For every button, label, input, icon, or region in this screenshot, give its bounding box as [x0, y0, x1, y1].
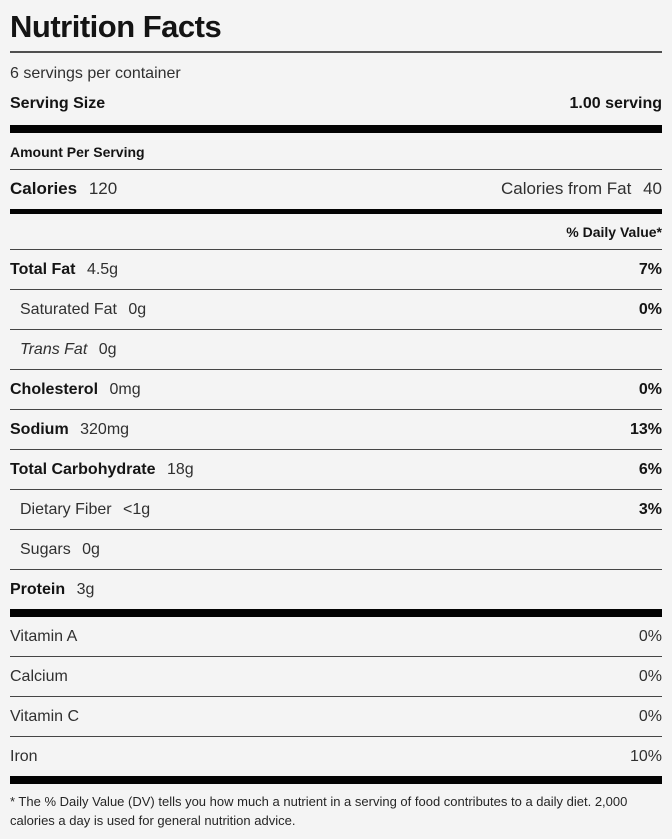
nutrient-name: Sugars: [20, 540, 71, 558]
vitamin-name: Iron: [10, 747, 38, 765]
nutrient-name: Total Fat: [10, 260, 76, 278]
nutrient-name: Sodium: [10, 420, 69, 438]
nutrient-left: [20, 341, 117, 359]
nutrient-left: [20, 541, 100, 559]
nutrient-name: Protein: [10, 580, 66, 598]
vitamin-row-iron: [10, 737, 662, 776]
nutrient-left: [10, 421, 129, 439]
nutrient-name: Saturated Fat: [20, 300, 117, 318]
vitamin-name: Calcium: [10, 667, 68, 685]
nutrient-name: Total Carbohydrate: [10, 460, 156, 478]
page-title: Nutrition Facts: [10, 9, 222, 44]
nutrient-left: [10, 461, 194, 479]
vitamin-daily-value: 0%: [638, 707, 662, 725]
daily-value-header: % Daily Value*: [10, 214, 662, 250]
nutrient-left: [20, 301, 146, 319]
nutrient-row-dietary-fiber: [10, 490, 662, 530]
nutrient-amount: 0g: [98, 340, 117, 358]
nutrient-left: [20, 501, 150, 519]
nutrient-daily-value: 3%: [638, 500, 662, 518]
nutrient-left: [10, 581, 94, 599]
nutrient-row-trans-fat: [10, 330, 662, 370]
vitamin-row-calcium: [10, 657, 662, 697]
nutrient-row-cholesterol: [10, 370, 662, 410]
nutrient-row-sugars: [10, 530, 662, 570]
nutrient-daily-value: 6%: [638, 460, 662, 478]
nutrient-left: [10, 261, 118, 279]
nutrient-daily-value: 13%: [629, 420, 662, 438]
vitamin-daily-value: 0%: [638, 627, 662, 645]
calories-left: [10, 179, 117, 199]
nutrient-amount: 0mg: [109, 380, 141, 398]
vitamin-row-vitamin-a: [10, 617, 662, 657]
serving-size-label: Serving Size: [10, 94, 106, 112]
vitamin-daily-value: 0%: [638, 667, 662, 685]
nutrient-row-sodium: [10, 410, 662, 450]
nutrient-amount: 4.5g: [86, 260, 119, 278]
vitamin-row-vitamin-c: [10, 697, 662, 737]
nutrient-name: Trans Fat: [20, 340, 88, 358]
calories-from-fat: [501, 179, 662, 199]
nutrient-row-saturated-fat: [10, 290, 662, 330]
calories-row: [10, 170, 662, 209]
serving-size-row: [10, 87, 662, 125]
nutrient-amount: 0g: [128, 300, 147, 318]
nutrient-daily-value: 0%: [638, 380, 662, 398]
serving-size-value: 1.00 serving: [569, 94, 662, 112]
daily-value-footnote: * The % Daily Value (DV) tells you how much a nutrient in a serving of food contributes to a daily diet. 2,000 calories a day is used for general nutrition advice.: [10, 793, 628, 829]
nutrient-name: Dietary Fiber: [20, 500, 112, 518]
nutrient-row-total-carbohydrate: [10, 450, 662, 490]
amount-per-serving-label: Amount Per Serving: [10, 133, 662, 170]
vitamin-name: Vitamin C: [10, 707, 80, 725]
nutrient-amount: 0g: [82, 540, 100, 558]
nutrient-amount: 18g: [166, 460, 194, 478]
calories-value: 120: [88, 178, 118, 198]
vitamin-daily-value: 10%: [629, 747, 662, 765]
section-bar-thick: [10, 609, 662, 617]
calories-from-fat-value: 40: [643, 178, 662, 198]
servings-per-container: 6 servings per container: [10, 64, 181, 82]
section-bar-thick: [10, 125, 662, 133]
vitamin-name: Vitamin A: [10, 627, 78, 645]
nutrient-daily-value: 0%: [638, 300, 662, 318]
nutrient-amount: 320mg: [80, 420, 130, 438]
nutrient-amount: <1g: [123, 500, 151, 518]
nutrient-amount: 3g: [76, 580, 95, 598]
section-bar-thick: [10, 776, 662, 784]
calories-from-fat-label: Calories from Fat: [500, 178, 632, 198]
nutrient-row-total-fat: [10, 250, 662, 290]
nutrient-row-protein: [10, 570, 662, 609]
nutrient-name: Cholesterol: [10, 380, 99, 398]
nutrient-left: [10, 381, 141, 399]
nutrient-daily-value: 7%: [638, 260, 662, 278]
calories-label: Calories: [10, 178, 78, 198]
